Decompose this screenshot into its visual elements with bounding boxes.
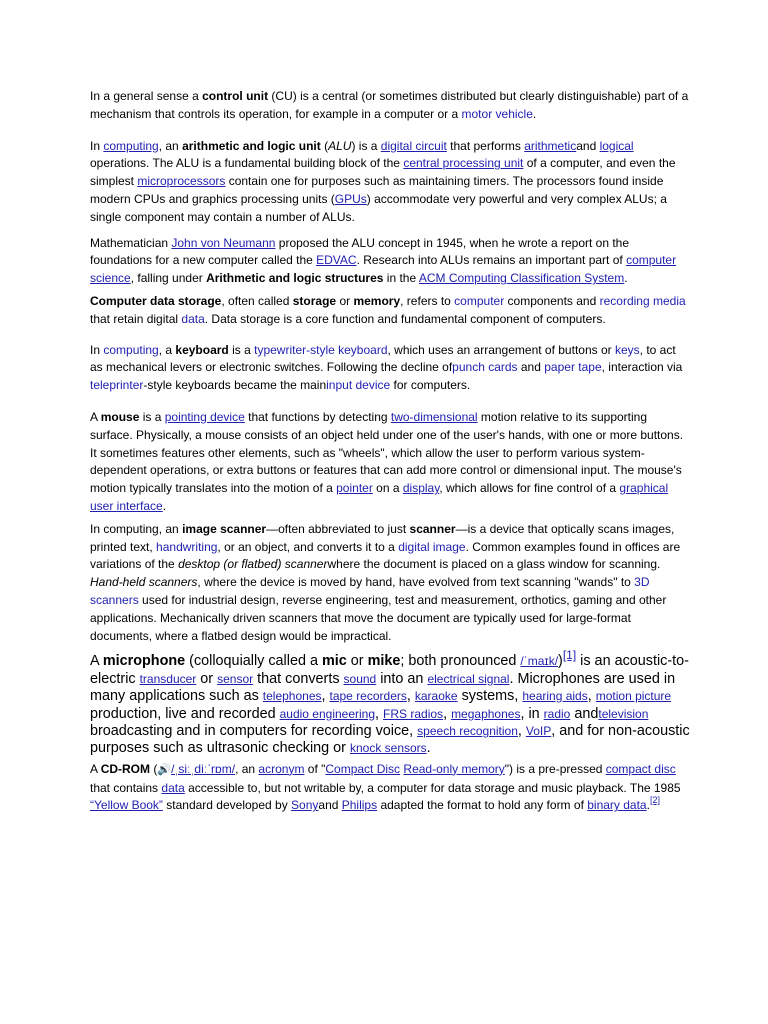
text: contain one for purposes such as maintaining timers. The processors found inside modern CPUs and graphics processing units ( [90,174,664,206]
link-digital-image[interactable]: digital image [398,539,466,554]
link-knock-sensors[interactable]: knock sensors [349,741,427,756]
text: In a general sense a [90,89,203,103]
link-gpus[interactable]: GPUs [334,191,367,206]
text: . [426,740,431,757]
text: -style keyboards became the main [143,378,327,393]
link-motor-vehicle[interactable]: motor vehicle [461,106,533,121]
link-3d-scanners[interactable]: 3D scanners [90,575,650,607]
emphasis: desktop (or flatbed) scanner [178,557,328,572]
footnote-link[interactable]: [1] [562,648,577,663]
link-punch-cards[interactable]: punch cards [452,360,518,375]
paragraph-control-unit [90,88,690,124]
link-audio-engineering[interactable]: audio engineering [279,706,376,721]
text: ) [558,653,563,670]
text: broadcasting and in computers for recording voice, [90,722,418,739]
text: on a [372,481,403,496]
link-binary-data[interactable]: binary data [587,798,647,813]
term: scanner [409,521,456,536]
term: control unit [202,89,269,103]
text: , [517,722,526,739]
text: and [517,360,545,375]
text: or [336,293,354,308]
link-computing[interactable]: computing [103,138,159,153]
text: . [624,271,628,286]
link-teleprinter[interactable]: teleprinter [90,378,144,393]
paragraph-alu [90,138,690,227]
link-data[interactable]: data [161,780,185,795]
link-read-only-memory[interactable]: Read-only memory [403,761,505,776]
paragraph-von-neumann [90,235,690,288]
text: , falling under [130,271,207,286]
text: ) accommodate very powerful and very complex ALUs; a single component may contain a number of ALUs. [90,191,667,224]
text: . [532,106,537,121]
text: , which uses an arrangement of buttons or [387,342,615,357]
paragraph-image-scanner [90,521,690,646]
text: is an acoustic-to-electric [90,653,689,687]
text: ) is a [351,138,381,153]
text: A [90,761,101,776]
link-transducer[interactable]: transducer [139,671,197,686]
text: proposed the ALU concept in 1945, when he wrote a report on the foundations for a new computer called the [90,235,630,268]
text: ( [150,761,158,776]
text: , [406,688,415,705]
text: ; both pronounced [400,653,521,670]
text: A [90,409,101,424]
text: , [375,705,384,722]
link-speech-recognition[interactable]: speech recognition [417,723,518,738]
text: components and [504,293,600,308]
text: (CU) is a central (or sometimes distributed but clearly distinguishable) part of a mechanism that controls its operation, for example in a computer or a [90,89,689,121]
link-graphical-user-interface[interactable]: graphical user interface [90,481,669,513]
link-acronym[interactable]: acronym [258,761,305,776]
link-arithmetic[interactable]: arithmetic [524,138,577,153]
link-pronunciation[interactable]: /ˈmaɪk/ [520,654,559,669]
link-compact-disc[interactable]: Compact Disc [325,761,401,776]
link-compact-disc[interactable]: compact disc [605,761,676,776]
paragraph-microphone [90,648,690,757]
term: arithmetic and logic unit [182,138,321,153]
text: and [318,798,342,813]
link-digital-circuit[interactable]: digital circuit [380,138,447,153]
link-microprocessors[interactable]: microprocessors [137,174,226,189]
footnote-link[interactable]: [2] [649,795,660,806]
text: (colloquially called a [185,653,322,670]
text: adapted the format to hold any form of [377,798,588,813]
text: motion relative to its supporting surface. Physically, a mouse consists of an object held under one of the user's hands, with one or more buttons. It sometimes features other elements, such as "wheels", which allow the user to perform various system-dependent operations, or extra buttons or features that can add more control or dimensional input. The mouse's motion typically translates into the motion of a [90,409,684,496]
text: that retain digital [90,311,182,326]
link-motion-picture[interactable]: motion picture [595,689,672,704]
text: , often called [221,293,293,308]
paragraph-cd-rom [90,761,690,815]
term: keyboard [175,342,229,357]
link-recording-media[interactable]: recording media [599,293,686,308]
text: , interaction via [601,360,683,375]
text: . [162,498,167,513]
link-data[interactable]: data [181,311,205,326]
term: Arithmetic and logic structures [206,271,384,286]
link-acm-classification[interactable]: ACM Computing Classification System [418,271,625,286]
link-keys[interactable]: keys [614,342,640,357]
link-electrical-signal[interactable]: electrical signal [427,671,510,686]
link-two-dimensional[interactable]: two-dimensional [390,409,478,424]
text: and [570,705,599,722]
term: storage [292,293,337,308]
text: or [346,653,368,670]
term: mouse [100,409,140,424]
link-pronunciation[interactable]: /ˌsiːˌdiːˈrɒm/ [171,761,236,776]
text: for computers. [390,378,471,393]
link-tape-recorders[interactable]: tape recorders [329,689,407,704]
document-body [90,88,690,815]
text: that performs [446,138,525,153]
text: , where the device is moved by hand, have evolved from text scanning "wands" to [197,575,635,590]
text: that functions by detecting [244,409,391,424]
text: , to act as mechanical levers or electronic switches. Following the decline of [90,342,676,375]
link-sony[interactable]: Sony [291,798,319,813]
link-radio[interactable]: radio [543,706,571,721]
text: , or an object, and converts it to a [217,539,399,554]
text: , an [158,138,183,153]
text: A [90,653,103,670]
link-display[interactable]: display [402,481,440,496]
term: mike [367,653,401,670]
text: , [587,688,596,705]
link-edvac[interactable]: EDVAC [316,253,357,268]
link-input-device[interactable]: input device [326,378,391,393]
link-sound[interactable]: sound [343,671,377,686]
term: Computer data storage [90,293,222,308]
text: systems, [457,688,523,705]
text: , refers to [400,293,455,308]
text: accessible to, but not writable by, a computer for data storage and music playback. The 1985 [184,780,681,795]
link-logical[interactable]: logical [599,138,634,153]
text: In computing, an [90,521,183,536]
text: , [443,705,452,722]
text: . Research into ALUs remains an important part of [356,253,627,268]
term: microphone [102,653,186,670]
text: where the document is placed on a glass window for scanning. [327,557,661,572]
emphasis: Hand-held scanners [90,575,198,590]
text: , an [235,761,259,776]
text: is a [139,409,165,424]
link-philips[interactable]: Philips [341,798,378,813]
text: production, live and recorded [90,705,280,722]
term: mic [321,653,347,670]
text: in the [383,271,419,286]
term: CD-ROM [100,761,151,776]
text: used for industrial design, reverse engineering, test and measurement, orthotics, gaming and other applications. Mechanically driven scanners that move the document are typically used for large-format documents, where a flatbed design would be impractical. [90,592,667,643]
speaker-icon[interactable]: 🔊 [157,763,172,776]
link-central-processing-unit[interactable]: central processing unit [403,156,524,171]
text: . Common examples found in offices are variations of the [90,539,681,572]
text: and [576,138,600,153]
text: operations. The ALU is a fundamental building block of the [90,156,404,171]
text: standard developed by [162,798,292,813]
text: Mathematician [90,235,172,250]
text: . Data storage is a core function and fundamental component of computers. [204,311,606,326]
abbreviation: ALU [328,138,352,153]
text: . [646,798,650,813]
text: ( [320,138,329,153]
link-voip[interactable]: VoIP [525,723,552,738]
text: or [196,670,218,687]
text: of a computer, and even the simplest [90,156,676,189]
text: , in [520,705,544,722]
text: that converts [253,670,344,687]
term: memory [353,293,401,308]
link-computer-science[interactable]: computer science [90,253,677,286]
term: image scanner [182,521,267,536]
link-television[interactable]: television [598,706,649,721]
link-hearing-aids[interactable]: hearing aids [522,689,588,704]
link-pointer[interactable]: pointer [336,481,373,496]
text: , [321,688,330,705]
link-computing[interactable]: computing [103,342,159,357]
paragraph-mouse [90,409,690,516]
link-sensor[interactable]: sensor [217,671,254,686]
text: —often abbreviated to just [266,521,410,536]
link-paper-tape[interactable]: paper tape [544,360,602,375]
text: , a [158,342,176,357]
text: is a [228,342,255,357]
text: that contains [90,780,162,795]
link-frs-radios[interactable]: FRS radios [383,706,444,721]
link-megaphones[interactable]: megaphones [451,706,521,721]
link-pointing-device[interactable]: pointing device [164,409,245,424]
text: , which allows for fine control of a [439,481,620,496]
text: , and for non-acoustic purposes such as ultrasonic checking or [90,722,690,757]
link-typewriter-style-keyboard[interactable]: typewriter-style keyboard [254,342,388,357]
link-john-von-neumann[interactable]: John von Neumann [171,235,276,250]
link-telephones[interactable]: telephones [262,689,322,704]
text: In [90,138,104,153]
link-yellow-book[interactable]: “Yellow Book” [90,798,163,813]
text: In [90,342,104,357]
text: ") is a pre-pressed [504,761,606,776]
link-handwriting[interactable]: handwriting [156,539,218,554]
text: of " [304,761,326,776]
text: . Microphones are used in many applications such as [90,670,676,705]
paragraph-data-storage [90,293,690,329]
paragraph-keyboard [90,342,690,395]
text: into an [376,670,428,687]
text: —is a device that optically scans images, printed text, [90,521,675,554]
link-computer[interactable]: computer [454,293,505,308]
link-karaoke[interactable]: karaoke [414,689,458,704]
